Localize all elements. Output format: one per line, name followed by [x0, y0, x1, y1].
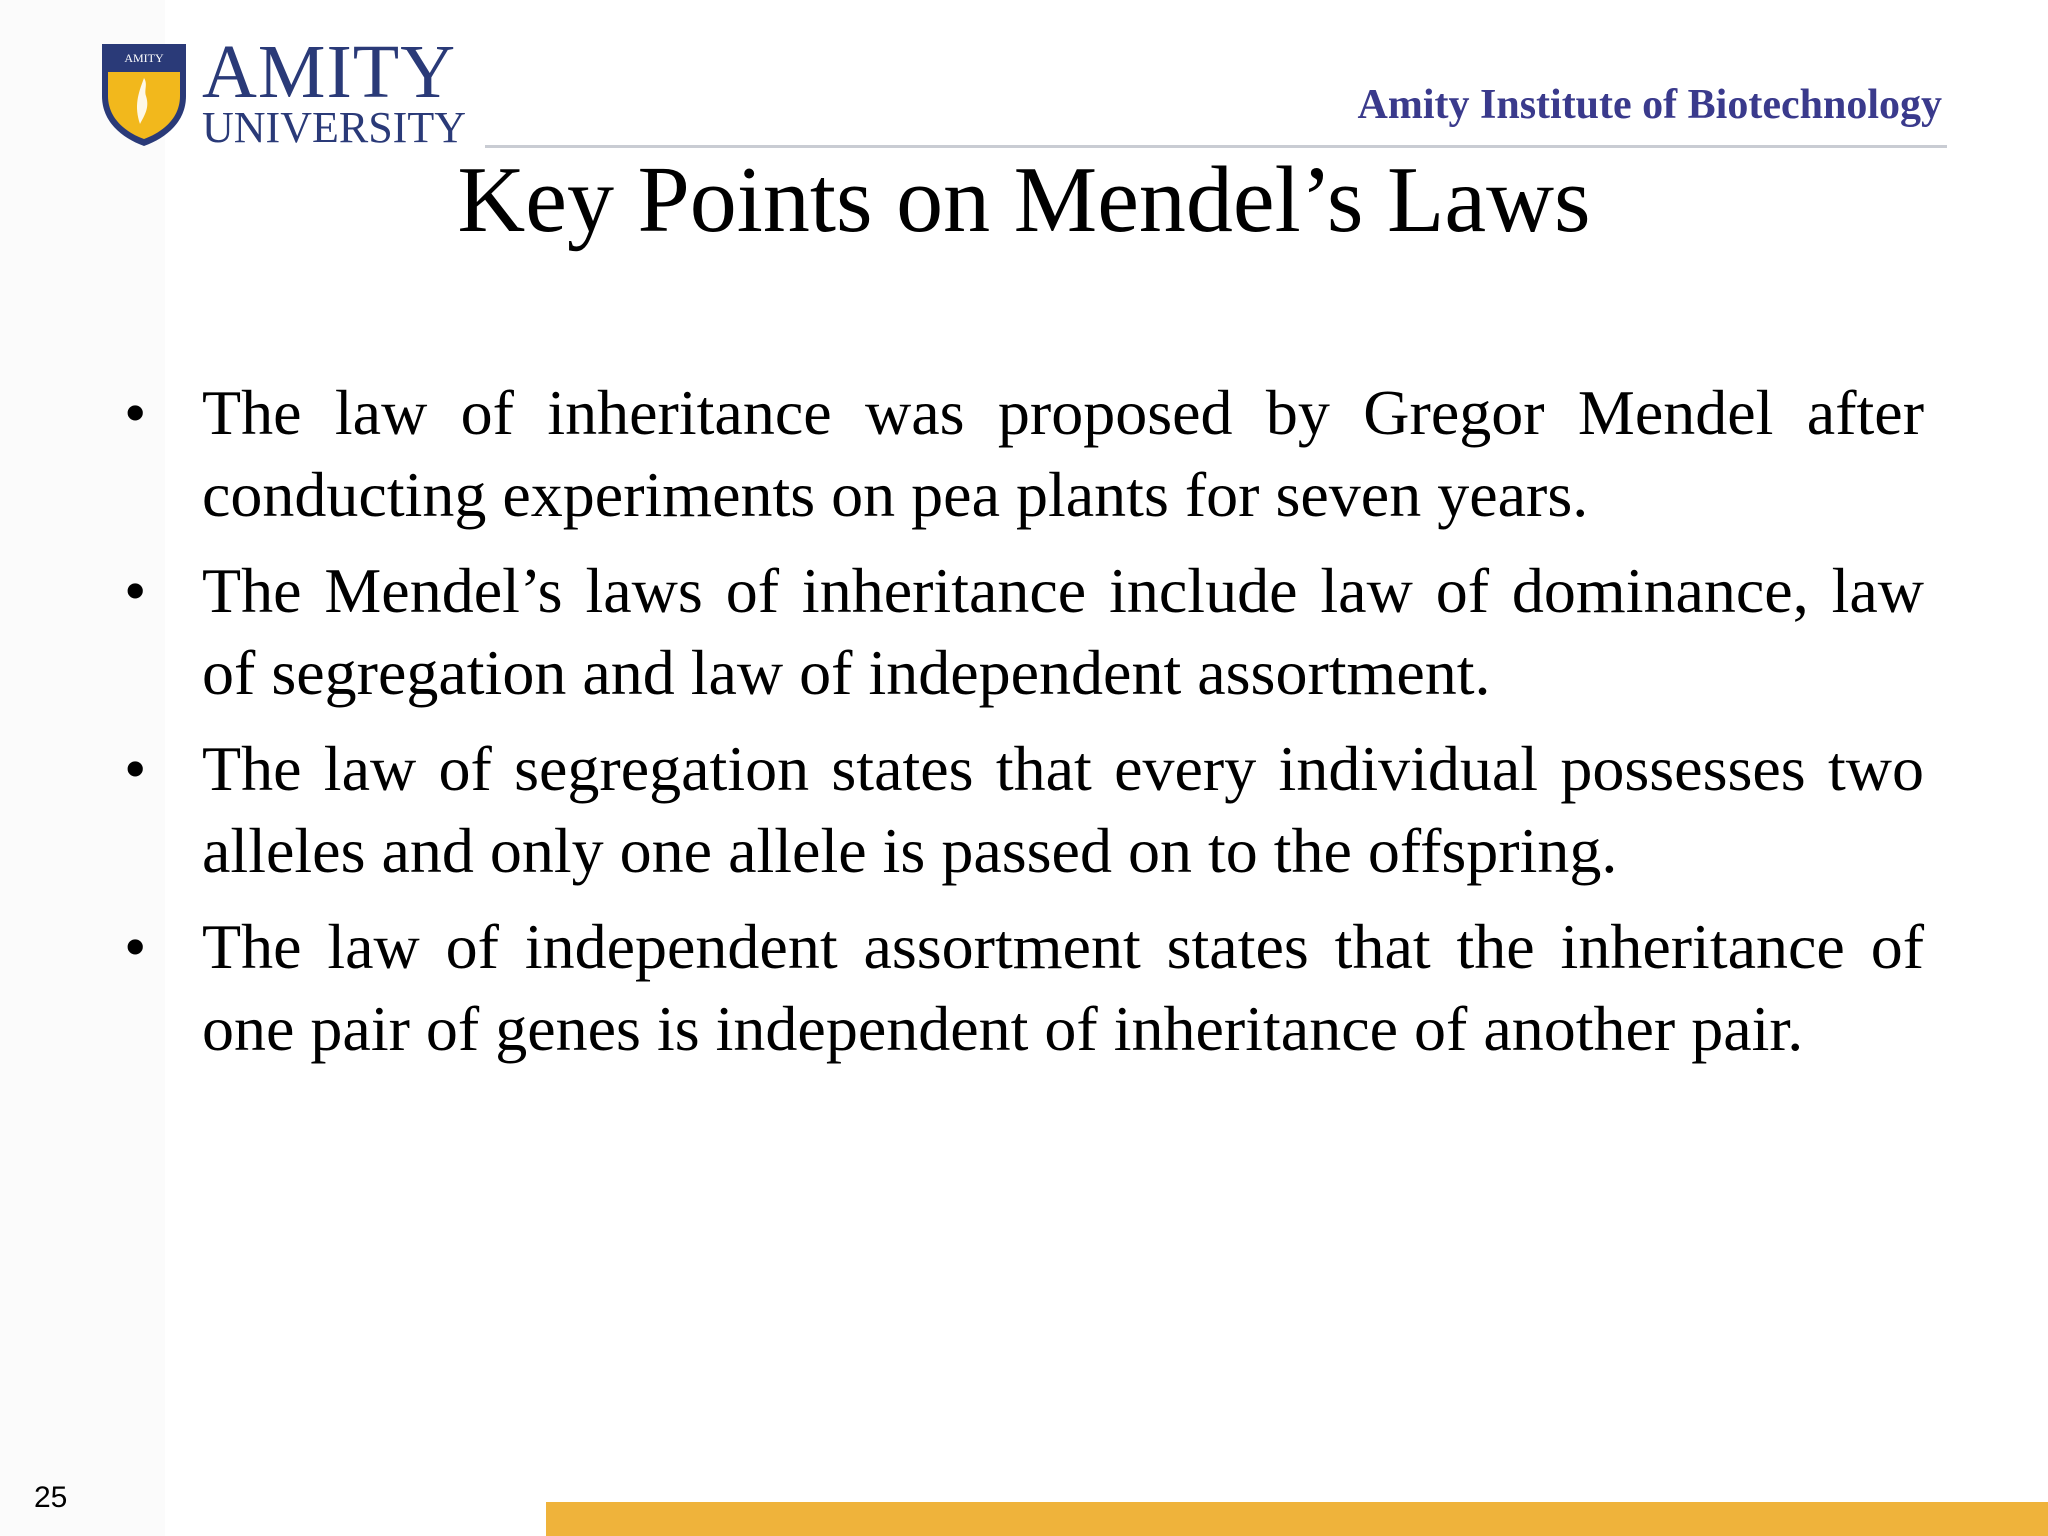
footer-accent-bar [546, 1502, 2048, 1536]
bullet-item [118, 550, 1924, 714]
bullet-item [118, 728, 1924, 892]
bullet-marker: • [124, 911, 147, 982]
shield-icon [98, 38, 190, 148]
institute-name: Amity Institute of Biotechnology [1357, 82, 1942, 128]
bullet-marker: • [124, 555, 147, 626]
amity-university-logo [98, 30, 466, 152]
slide-title: Key Points on Mendel’s Laws [457, 148, 1591, 252]
page-number: 25 [34, 1481, 68, 1514]
bullet-text: The law of independent assortment states that the inheritance of one pair of genes is independent of inheritance of another pair. [202, 911, 1924, 1064]
bullet-marker: • [124, 733, 147, 804]
bullet-text: The Mendel’s laws of inheritance include law of dominance, law of segregation and law of independent assortment. [202, 555, 1924, 708]
logo-badge-text: AMITY [124, 51, 164, 65]
bullet-text: The law of inheritance was proposed by Gregor Mendel after conducting experiments on pea plants for seven years. [202, 377, 1924, 530]
logo-subtext: UNIVERSITY [202, 103, 466, 152]
bullet-item [118, 372, 1924, 536]
bullet-text: The law of segregation states that every individual possesses two alleles and only one allele is passed on to the offspring. [202, 733, 1924, 886]
bullet-marker: • [124, 377, 147, 448]
bullet-item [118, 906, 1924, 1070]
logo-wordmark: AMITY [202, 30, 457, 114]
bullet-list [118, 372, 1924, 1084]
